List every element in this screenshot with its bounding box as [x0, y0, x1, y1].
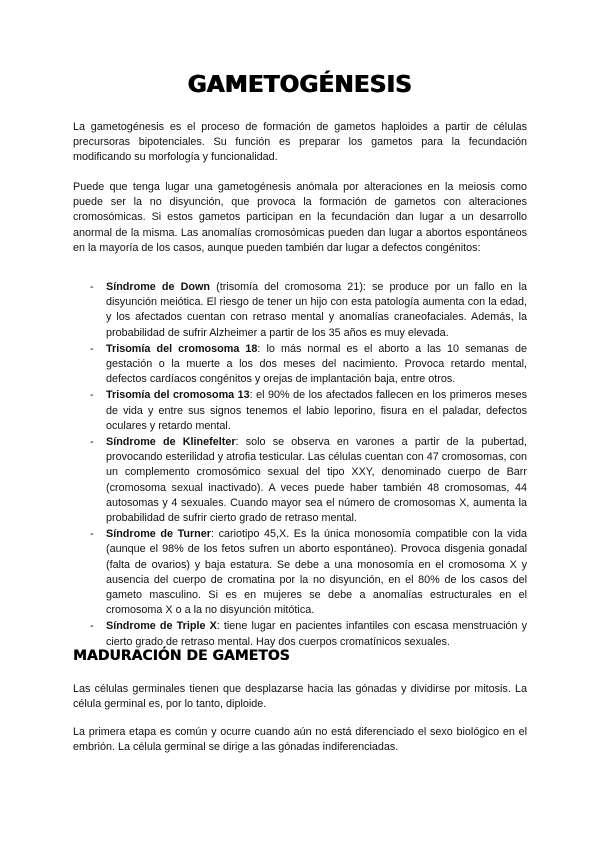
syndrome-trisomy18-item [90, 342, 527, 388]
germ-cells-paragraph: Las células germinales tienen que desplazarse hacia las gónadas y dividirse por mitosis. La célula germinal es, por lo tanto, diploide. [73, 683, 527, 711]
anomalies-paragraph: Puede que tenga lugar una gametogénesis anómala por alteraciones en la meiosis como puede ser la no disyunción, que provoca la formación de gametos con alteraciones cromosómicas. Si estos gametos participan en la fecundación dan lugar a un desarrollo anormal de la misma. Las anomalías cromosómicas pueden dan lugar a abortos espontáneos en la mayoría de los casos, aunque pueden también dar lugar a defectos congénitos: [73, 181, 527, 254]
syndrome-term: Síndrome de Triple X [106, 620, 217, 633]
intro-paragraph: La gametogénesis es el proceso de formación de gametos haploides a partir de células precursoras bipotenciales. Su función es preparar los gametos para la fecundación modificando su morfología y funcionalidad. [73, 121, 527, 164]
syndrome-term: Síndrome de Down [106, 281, 211, 293]
page-title: GAMETOGÉNESIS [187, 72, 413, 98]
list-dash: - [90, 389, 94, 402]
section-heading: MADURACIÓN DE GAMETOS [73, 648, 290, 664]
syndrome-description: : solo se observa en varones a partir de la pubertad, provocando esterilidad y atrofia testicular. Las células cuentan con 47 cromosomas, con un complemento cromosómico sexual del tipo XXY, denominado cuerpo de Barr (cromosoma sexual inactivado). A veces puede haber también 48 cromosomas, 44 autosomas y 4 sexuales. Cuando mayor sea el número de cromosomas X, aumenta la probabilidad de sufrir cierto grado de retraso mental. [106, 436, 527, 525]
list-dash: - [90, 620, 94, 633]
syndrome-description: : el 90% de los afectados fallecen en los primeros meses de vida y entre sus signos tenemos el labio leporino, fisura en el paladar, defectos oculares y retardo mental. [106, 389, 527, 432]
syndrome-down-item [90, 280, 527, 341]
syndrome-term: Síndrome de Klinefelter [106, 436, 236, 449]
list-dash: - [90, 528, 94, 541]
syndrome-klinefelter-item [90, 435, 527, 526]
syndrome-turner-item [90, 527, 527, 618]
syndrome-term: Síndrome de Turner [106, 528, 211, 541]
syndrome-description: : lo más normal es el aborto a las 10 semanas de gestación o la muerte a los dos meses del nacimiento. Provoca retardo mental, defectos cardíacos congénitos y orejas de implantación baja, entre otros. [106, 342, 528, 386]
syndromes-list [90, 280, 527, 651]
first-stage-paragraph: La primera etapa es común y ocurre cuando aún no está diferenciado el sexo biológico en el embrión. La célula germinal se dirige a las gónadas indiferenciadas. [73, 726, 527, 754]
syndrome-description: (trisomía del cromosoma 21): se produce por un fallo en la disyunción meiótica. El riesgo de tener un hijo con esta patología aumenta con la edad, y los afectados cuentan con retraso mental y anomalías craneofaciales. Además, la probabilidad de sufrir Alzheimer a partir de los 35 años es muy elevada. [106, 281, 528, 339]
syndrome-description: : cariotipo 45,X. Es la única monosomía compatible con la vida (aunque el 98% de los fetos sufren un aborto espontáneo). Provoca disgenia gonadal (falta de ovarios) y baja estatura. Se debe a una monosomía en el cromosoma X y ausencia del cuerpo de cromatina por la no disyunción, en el 80% de los casos del gameto masculino. Si es en mujeres se debe a anomalías estructurales en el cromosoma X o a la no disyunción mitótica. [106, 528, 527, 617]
syndrome-triple-x-item [90, 619, 527, 649]
list-dash: - [90, 281, 94, 293]
syndrome-description: : tiene lugar en pacientes infantiles con escasa menstruación y cierto grado de retraso mental. Hay dos cuerpos cromatínicos sexuales. [106, 620, 527, 648]
syndrome-trisomy13-item [90, 388, 527, 434]
syndrome-term: Trisomía del cromosoma 18 [106, 342, 258, 355]
list-dash: - [90, 436, 94, 449]
syndrome-term: Trisomía del cromosoma 13 [106, 389, 250, 402]
list-dash: - [90, 342, 94, 355]
